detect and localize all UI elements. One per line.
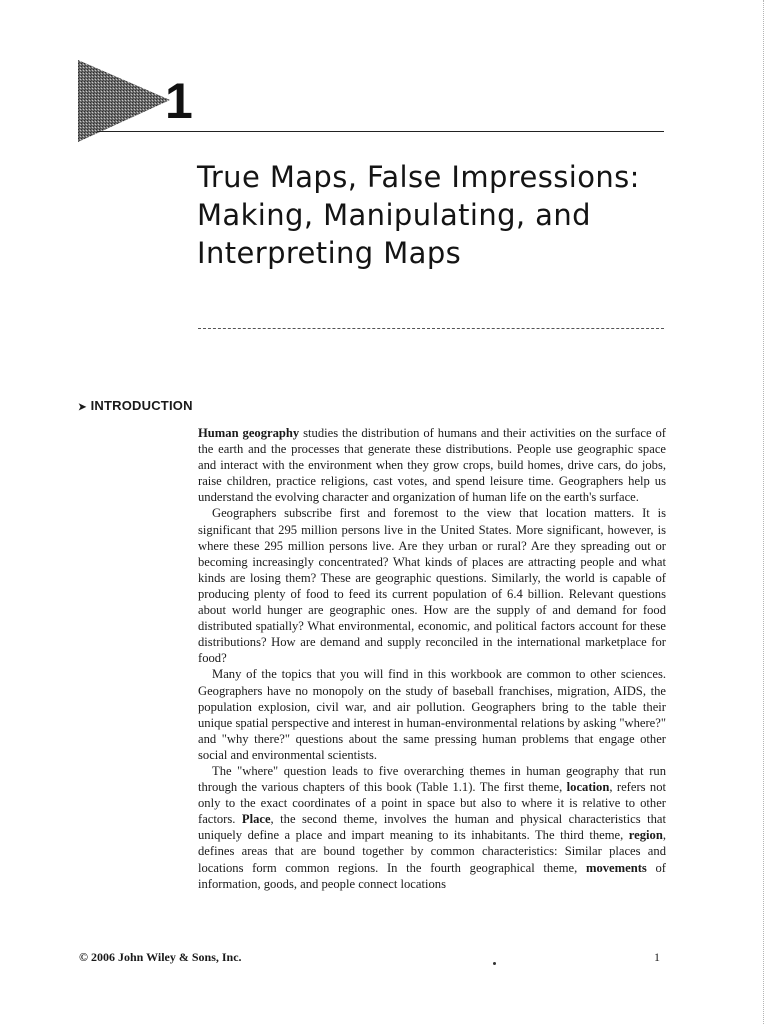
- chapter-arrow-icon: [78, 60, 174, 142]
- bold-term: movements: [585, 860, 647, 875]
- page-number: 1: [654, 950, 660, 964]
- chapter-number: 1: [165, 73, 193, 129]
- section-heading: [78, 398, 193, 413]
- section-title: INTRODUCTION: [90, 398, 193, 413]
- bold-term: Human geography: [198, 426, 300, 440]
- copyright-notice: © 2006 John Wiley & Sons, Inc.: [79, 950, 242, 964]
- scan-edge: [762, 0, 764, 1024]
- text-run: Geographers subscribe first and foremost to the view that location matters. It is significant that 295 million persons live in the United States. More significant, however, is where these 295 million persons live. Are they urban or rural? Are they spreading out or becoming increasingly concentrated? What kinds of places are attracting people and what kinds are losing them? These are geographic questions. Similarly, the world is capable of producing plenty of food to feed its current population of 6.4 billion. Relevant questions about world hunger are geographic ones. How are the supply of and demand for food distributed spatially? What environmental, economic, and political factors account for these distributions? How are demand and supply reconciled in the international marketplace for food?: [198, 506, 666, 666]
- paragraph: [198, 425, 666, 505]
- bold-term: Place: [241, 812, 271, 827]
- text-run: of information, goods, and people connect locations: [198, 860, 666, 891]
- text-run: Many of the topics that you will find in this workbook are common to other sciences. Geographers have no monopoly on the study of baseball franchises, migration, AIDS, the population explosion, civil war, and air pollution. Geographers bring to the table their unique spatial perspective and interest in human-environmental relations by asking "where?" and "why there?" questions about the same pressing human problems that engage other social and environmental scientists.: [198, 667, 666, 762]
- scan-speck: [493, 962, 496, 965]
- chapter-rule: [97, 131, 664, 132]
- text-run: , refers not only to the exact coordinates of a point in space but also to where it is relative to other factors.: [198, 780, 667, 827]
- bold-term: location: [566, 780, 610, 795]
- text-run: , defines areas that are bound together by common characteristics: Similar places and locations form common regions. In the fourth geographical theme,: [198, 828, 666, 875]
- text-run: , the second theme, involves the human and physical characteristics that uniquely define a place and impart meaning to its inhabitants. The third theme,: [198, 812, 666, 843]
- paragraph: [198, 666, 666, 763]
- title-divider: [198, 328, 664, 329]
- text-run: The "where" question leads to five overarching themes in human geography that run through the various chapters of this book (Table 1.1). The first theme,: [198, 763, 666, 795]
- body-text: [198, 425, 666, 892]
- text-run: studies the distribution of humans and their activities on the surface of the earth and the processes that generate these distributions. People use geographic space and interact with the environment when they grow crops, build homes, drive cars, do jobs, raise children, practice religions, cast votes, and spend leisure time. Geographers help us understand the evolving character and organization of human life on the earth's surface.: [198, 426, 666, 505]
- paragraph: [198, 505, 666, 666]
- paragraph: [198, 763, 666, 892]
- chapter-title: True Maps, False Impressions: Making, Manipulating, and Interpreting Maps: [197, 160, 640, 270]
- bold-term: region: [628, 828, 663, 843]
- arrow-bullet-icon: ➤: [78, 402, 87, 413]
